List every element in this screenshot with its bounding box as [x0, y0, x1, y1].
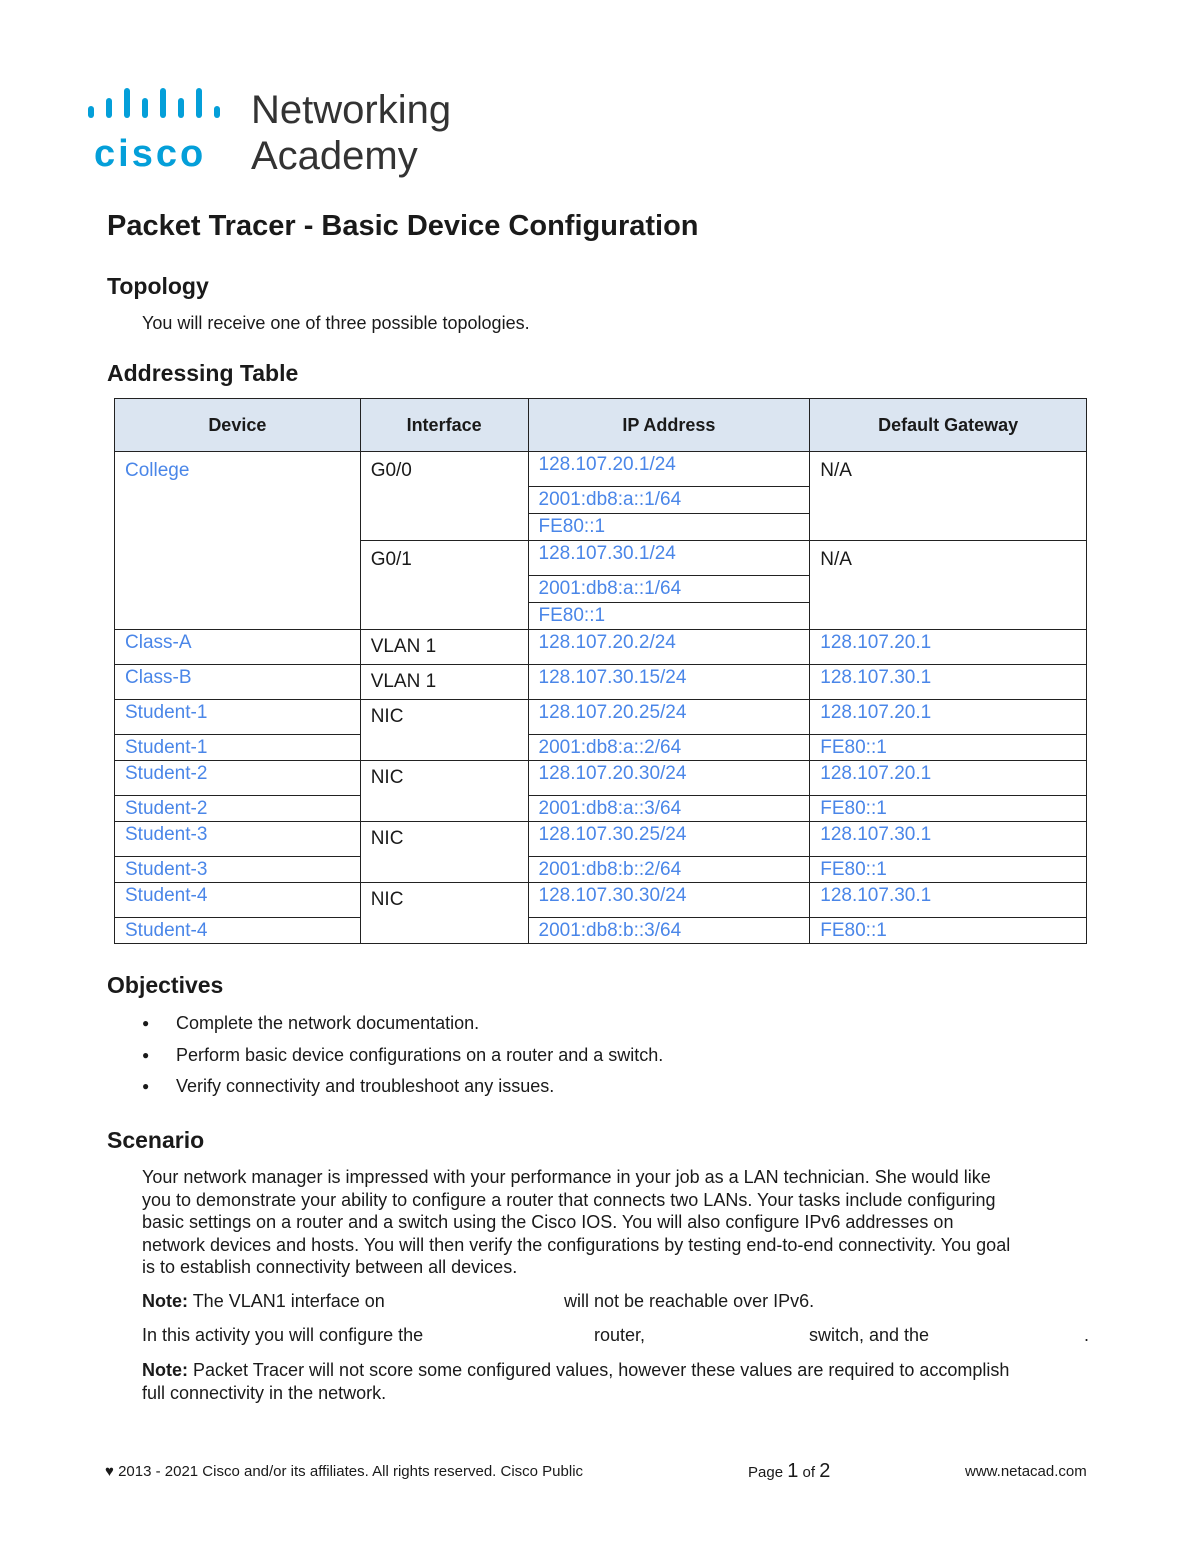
table-header-row — [115, 399, 1087, 452]
list-item: ● Verify connectivity and troubleshoot any issues. — [140, 1071, 663, 1103]
topology-text: You will receive one of three possible topologies. — [142, 313, 530, 333]
ip-cell: 2001:db8:a::3/64 — [528, 796, 810, 822]
note-vlan1 — [142, 1290, 815, 1313]
table-row — [115, 918, 1087, 944]
objectives-heading: Objectives — [107, 972, 224, 998]
config-sentence — [142, 1324, 1092, 1347]
scenario-paragraph — [142, 1166, 1010, 1279]
device-cell: Student-1 — [115, 700, 361, 735]
device-cell: College — [115, 452, 361, 630]
page-total: 2 — [819, 1460, 831, 1482]
ip-cell: 2001:db8:a::2/64 — [528, 735, 810, 761]
ip-value: 128.107.20.1/24 — [529, 452, 810, 487]
page-of: of — [802, 1464, 816, 1481]
table-row — [115, 796, 1087, 822]
config-text-a: In this activity you will configure the — [142, 1325, 424, 1345]
addressing-table — [114, 398, 1087, 944]
device-cell: Student-4 — [115, 918, 361, 944]
device-cell: Class-A — [115, 630, 361, 665]
note-text-a: The VLAN1 interface on — [192, 1291, 385, 1311]
gateway-cell: 128.107.20.1 — [810, 630, 1087, 665]
scenario-heading: Scenario — [107, 1127, 205, 1153]
interface-cell: NIC — [360, 822, 528, 883]
config-text-d: . — [1084, 1325, 1090, 1345]
list-item: ● Perform basic device configurations on a router and a switch. — [140, 1040, 663, 1072]
table-row — [115, 452, 1087, 541]
gateway-cell: N/A — [810, 541, 1087, 630]
scenario-line: network devices and hosts. You will then verify the configurations by testing end-to-end connectivity. You goal — [142, 1234, 1011, 1255]
gateway-cell: 128.107.30.1 — [810, 665, 1087, 700]
table-row — [115, 857, 1087, 883]
ip-cell — [528, 541, 810, 630]
gateway-cell: N/A — [810, 452, 1087, 541]
table-row — [115, 883, 1087, 918]
note-label: Note: — [142, 1360, 188, 1380]
scenario-line: you to demonstrate your ability to configure a router that connects two LANs. Your tasks include configuring — [142, 1189, 996, 1210]
device-cell: Student-2 — [115, 761, 361, 796]
gateway-cell: 128.107.20.1 — [810, 700, 1087, 735]
table-row — [115, 630, 1087, 665]
note-text-b: will not be reachable over IPv6. — [564, 1291, 815, 1311]
page-title: Packet Tracer - Basic Device Configuration — [107, 210, 699, 242]
col-ip-address: IP Address — [528, 399, 810, 452]
interface-cell: NIC — [360, 700, 528, 761]
ip-value: 2001:db8:a::1/64 — [529, 576, 810, 603]
objectives-list — [140, 1008, 663, 1103]
topology-heading: Topology — [107, 273, 209, 299]
col-device: Device — [115, 399, 361, 452]
page-label: Page — [748, 1464, 784, 1481]
interface-cell: G0/0 — [360, 452, 528, 541]
table-row — [115, 735, 1087, 761]
table-row — [115, 822, 1087, 857]
device-cell: Class-B — [115, 665, 361, 700]
page-current: 1 — [787, 1460, 799, 1482]
note-scoring — [142, 1359, 1009, 1404]
note-text: full connectivity in the network. — [142, 1382, 387, 1403]
gateway-cell: 128.107.30.1 — [810, 883, 1087, 918]
netacad-link[interactable]: www.netacad.com — [965, 1463, 1087, 1480]
note-label: Note: — [142, 1291, 188, 1311]
ip-cell: 128.107.20.30/24 — [528, 761, 810, 796]
col-default-gateway: Default Gateway — [810, 399, 1087, 452]
scenario-line: Your network manager is impressed with your performance in your job as a LAN technician. She would like — [142, 1167, 991, 1187]
device-cell: Student-1 — [115, 735, 361, 761]
ip-cell: 128.107.20.25/24 — [528, 700, 810, 735]
ip-value: FE80::1 — [538, 516, 606, 537]
device-cell: Student-3 — [115, 857, 361, 883]
gateway-cell: FE80::1 — [810, 857, 1087, 883]
cisco-logo-icon — [86, 86, 236, 181]
ip-cell: 128.107.30.25/24 — [528, 822, 810, 857]
interface-cell: NIC — [360, 761, 528, 822]
scenario-line: is to establish connectivity between all devices. — [142, 1257, 518, 1277]
ip-cell: 2001:db8:b::2/64 — [528, 857, 810, 883]
gateway-cell: FE80::1 — [810, 735, 1087, 761]
table-row — [115, 700, 1087, 735]
gateway-cell: FE80::1 — [810, 796, 1087, 822]
interface-cell: VLAN 1 — [360, 665, 528, 700]
col-interface: Interface — [360, 399, 528, 452]
ip-cell: 2001:db8:b::3/64 — [528, 918, 810, 944]
ip-value: 128.107.30.1/24 — [529, 541, 810, 576]
ip-cell: 128.107.20.2/24 — [528, 630, 810, 665]
cisco-wordmark: cisco — [94, 133, 207, 175]
config-text-c: switch, and the — [809, 1325, 930, 1345]
footer-copyright: ♥ 2013 - 2021 Cisco and/or its affiliates. All rights reserved. Cisco Public — [105, 1463, 584, 1480]
logo-line-academy: Academy — [251, 134, 418, 178]
footer-page-number — [748, 1460, 830, 1483]
interface-cell: G0/1 — [360, 541, 528, 630]
addressing-table-heading: Addressing Table — [107, 360, 299, 386]
logo-line-networking: Networking — [251, 88, 452, 132]
ip-cell: 128.107.30.15/24 — [528, 665, 810, 700]
ip-value: 2001:db8:a::1/64 — [529, 487, 810, 514]
interface-cell: VLAN 1 — [360, 630, 528, 665]
scenario-line: basic settings on a router and a switch using the Cisco IOS. You will also configure IPv6 addresses on — [142, 1212, 954, 1232]
device-cell: Student-3 — [115, 822, 361, 857]
ip-cell — [528, 452, 810, 541]
device-cell: Student-4 — [115, 883, 361, 918]
config-text-b: router, — [594, 1325, 646, 1345]
note-text: Packet Tracer will not score some configured values, however these values are required to accomplish — [193, 1360, 1010, 1380]
interface-cell: NIC — [360, 883, 528, 944]
gateway-cell: FE80::1 — [810, 918, 1087, 944]
device-cell: Student-2 — [115, 796, 361, 822]
table-row — [115, 665, 1087, 700]
ip-cell: 128.107.30.30/24 — [528, 883, 810, 918]
table-row — [115, 761, 1087, 796]
gateway-cell: 128.107.20.1 — [810, 761, 1087, 796]
gateway-cell: 128.107.30.1 — [810, 822, 1087, 857]
ip-value: FE80::1 — [538, 605, 606, 626]
list-item: ● Complete the network documentation. — [140, 1008, 663, 1040]
cisco-networking-academy-logo — [86, 86, 486, 181]
